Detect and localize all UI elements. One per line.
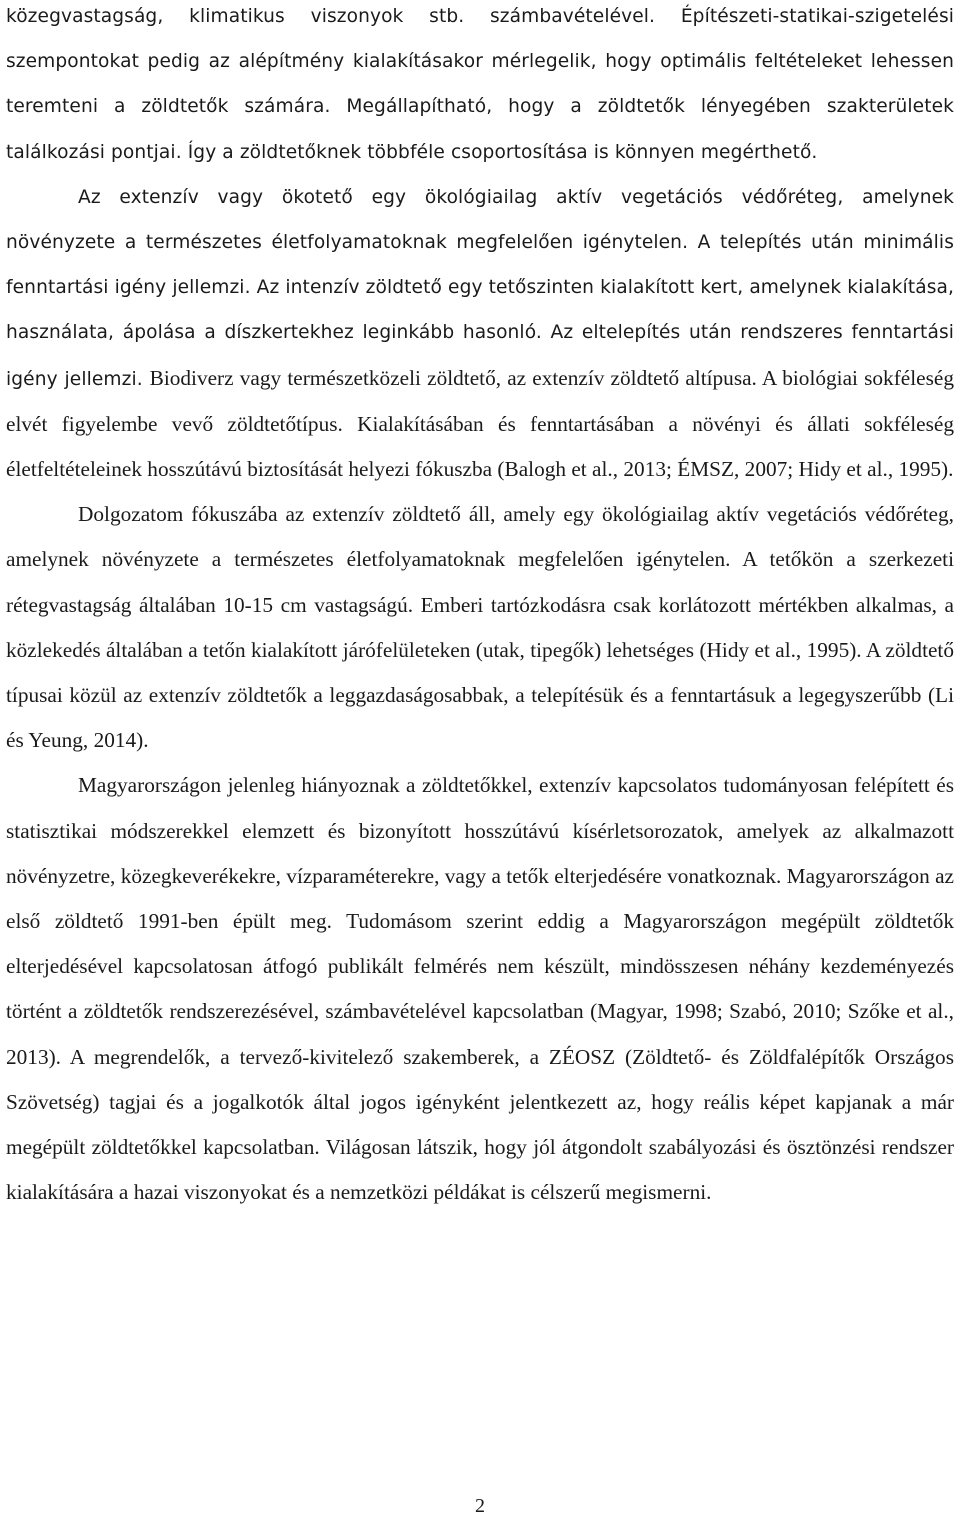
paragraph-4	[6, 763, 954, 1215]
paragraph-3-text: Dolgozatom fókuszába az extenzív zöldtető áll, amely egy ökológiailag aktív vegetációs védőréteg, amelynek növényzete a természetes életfolyamatoknak megfelelően igénytelen. A tetőkön a szerkezeti rétegvastagság általában 10-15 cm vastagságú. Emberi tartózkodásra csak korlátozott mértékben alkalmas, a közlekedés általában a tetőn kialakított járófelületeken (utak, tipegők) lehetséges (Hidy et al., 1995). A zöldtető típusai közül az extenzív zöldtetők a leggazdaságosabbak, a telepítésük és a fenntartásuk a legegyszerűbb (Li és Yeung, 2014).	[6, 502, 954, 753]
paragraph-2-text-serif: Biodiverz vagy természetközeli zöldtető, az extenzív zöldtető altípusa. A biológiai sokféleség elvét figyelembe vevő zöldtetőtípus. Kialakításában és fenntartásában a növényi és állati sokféleség életfeltételeinek hosszútávú biztosítását helyezi fókuszba (Balogh et al., 2013; ÉMSZ, 2007; Hidy et al., 1995).	[6, 365, 954, 482]
paragraph-2-text-sans: Az extenzív vagy ökotető egy ökológiailag aktív vegetációs védőréteg, amelynek növényzete a természetes életfolyamatoknak megfelelően igénytelen. A telepítés után minimális fenntartási igény jellemzi. Az intenzív zöldtető egy tetőszinten kialakított kert, amelynek kialakítása, használata, ápolása a díszkertekhez leginkább hasonló. Az eltelepítés után rendszeres fenntartási igény jellemzi.	[6, 186, 954, 390]
page-number: 2	[475, 1495, 485, 1517]
paragraph-3	[6, 492, 954, 763]
paragraph-4-text: Magyarországon jelenleg hiányoznak a zöldtetőkkel, extenzív kapcsolatos tudományosan felépített és statisztikai módszerekkel elemzett és bizonyított hosszútávú kísérletsorozatok, amelyek az alkalmazott növényzetre, közegkeverékekre, vízparaméterekre, vagy a tetők elterjedésére vonatkoznak. Magyarországon az első zöldtető 1991-ben épült meg. Tudomásom szerint eddig a Magyarországon megépült zöldtetők elterjedésével kapcsolatosan átfogó publikált felmérés nem készült, mindösszesen néhány kezdeményezés történt a zöldtetők rendszerezésével, számbavételével kapcsolatban (Magyar, 1998; Szabó, 2010; Szőke et al., 2013). A megrendelők, a tervező-kivitelező szakemberek, a ZÉOSZ (Zöldtető- és Zöldfalépítők Országos Szövetség) tagjai és a jogalkotók által jogos igényként jelentkezett az, hogy reális képet kapjanak a már megépült zöldtetőkkel kapcsolatban. Világosan látszik, hogy jól átgondolt szabályozási és ösztönzési rendszer kialakítására a hazai viszonyokat és a nemzetközi példákat is célszerű megismerni.	[6, 773, 954, 1205]
paragraph-2	[6, 175, 954, 492]
paragraph-1	[6, 0, 954, 175]
document-body	[6, 0, 954, 1215]
paragraph-1-text: közegvastagság, klimatikus viszonyok stb. számbavételével. Építészeti-statikai-szigetelési szempontokat pedig az alépítmény kialakításakor mérlegelik, hogy optimális feltételeket lehessen teremteni a zöldtetők számára. Megállapítható, hogy a zöldtetők lényegében szakterületek találkozási pontjai. Így a zöldtetőknek többféle csoportosítása is könnyen megérthető.	[6, 6, 954, 163]
